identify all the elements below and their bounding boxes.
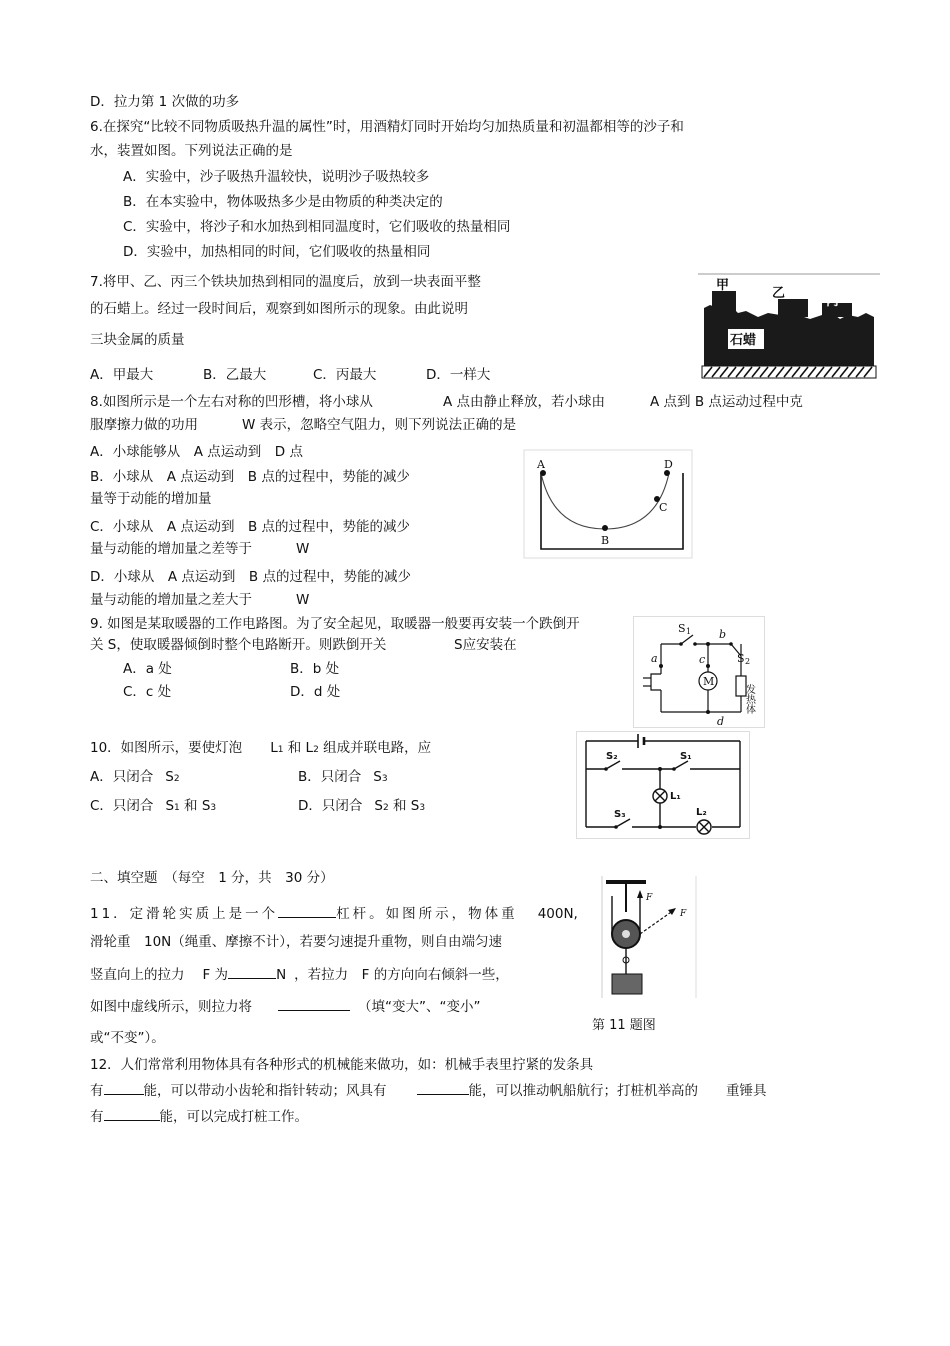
- q9-option-a: A．a 处: [123, 661, 172, 677]
- q9-label-d: d: [717, 715, 725, 728]
- q6-option-d: D．实验中，加热相同的时间，它们吸收的热量相同: [123, 244, 431, 260]
- q11-line1b: 杠杆。如图所示，物体重: [336, 906, 518, 922]
- q11-label-f2: F: [680, 909, 687, 919]
- q10-option-b-s: S: [373, 769, 382, 785]
- q10-option-c-s: S: [165, 798, 175, 814]
- q10-stem-l: L: [270, 740, 278, 756]
- q10-option-c-text: C．只闭合: [90, 798, 154, 814]
- q11-blank-2[interactable]: [228, 964, 276, 979]
- q10-option-a-text: A．只闭合: [90, 769, 154, 785]
- q12-line1: 12．人们常常利用物体具有各种形式的机械能来做功，如：机械手表里拧紧的发条具: [90, 1057, 594, 1073]
- q10-label-l2: L₂: [696, 807, 707, 818]
- q9-label-s2: S: [737, 652, 745, 665]
- q12-line2c: 能，可以推动帆船航行；打桩机举高的: [468, 1083, 698, 1099]
- q12-line2b: 能，可以带动小齿轮和指针转动；风具有: [143, 1083, 387, 1099]
- q12-line3b: 能，可以完成打桩工作。: [159, 1109, 308, 1125]
- q8-groove-figure: [523, 449, 693, 559]
- q10-option-d: [298, 797, 425, 817]
- q9-circuit-figure: [633, 616, 765, 728]
- q8-stem-line2b: W 表示，忽略空气阻力，则下列说法正确的是: [242, 417, 517, 433]
- q11-line3d: ，若拉力 F 的方向向右倾斜一些，: [294, 967, 509, 983]
- q10-stem-l-sub1: 1: [277, 745, 284, 755]
- q8-option-d-line2: 量与动能的增加量之差大于: [90, 592, 252, 608]
- q7-label-jia: 甲: [716, 278, 730, 293]
- q6-stem-line2: 水，装置如图。下列说法正确的是: [90, 143, 293, 159]
- q8-stem-line1c: A 点到 B 点运动过程中克: [650, 394, 803, 410]
- q10-option-d-s: S: [374, 798, 383, 814]
- q10-option-b-sub: 3: [381, 774, 388, 784]
- q10-option-a-sub: 2: [173, 774, 180, 784]
- q10-option-c-sub1: 1: [174, 803, 180, 813]
- q8-stem-line2a: 服摩擦力做的功用: [90, 417, 198, 433]
- q9-label-b: b: [719, 628, 727, 641]
- q9-option-d: D．d 处: [290, 684, 341, 700]
- q11-line1a: 11．定滑轮实质上是一个: [90, 906, 279, 922]
- q12-line2d: 重锤具: [726, 1083, 767, 1099]
- q11-line3c: N: [276, 967, 287, 983]
- q8-stem-line1a: 8.如图所示是一个左右对称的凹形槽，将小球从: [90, 394, 373, 410]
- q9-label-s1-sub: 1: [686, 627, 692, 636]
- q11-pulley-figure: [600, 876, 698, 998]
- q6-option-b: B．在本实验中，物体吸热多少是由物质的种类决定的: [123, 194, 443, 210]
- q10-option-b-text: B．只闭合: [298, 769, 362, 785]
- q8-option-c-line2: 量与动能的增加量之差等于: [90, 541, 252, 557]
- q7-option-d: D．一样大: [426, 367, 491, 383]
- q6-option-a: A．实验中，沙子吸热升温较快，说明沙子吸热较多: [123, 169, 430, 185]
- q7-stem-line2: 的石蜡上。经过一段时间后，观察到如图所示的现象。由此说明: [90, 301, 468, 317]
- q11-line2: 滑轮重 10N（绳重、摩擦不计），若要匀速提升重物，则自由端匀速: [90, 934, 503, 950]
- q10-option-a: [90, 768, 180, 788]
- q10-stem-l-sub2: 2: [313, 745, 319, 755]
- q7-stem-line3: 三块金属的质量: [90, 332, 185, 348]
- q11-blank-3[interactable]: [278, 996, 350, 1011]
- q9-stem-line1: 9. 如图是某取暖器的工作电路图。为了安全起见，取暖器一般要再安装一个跌倒开: [90, 616, 580, 632]
- q9-motor-icon: M: [703, 675, 715, 688]
- q9-stem-line2a: 关 S，使取暖器倾倒时整个电路断开。则跌倒开关: [90, 637, 387, 653]
- q11-line5: 或“不变”）。: [90, 1030, 165, 1046]
- q12-line3a: 有: [90, 1109, 104, 1125]
- q11-figure-caption: 第 11 题图: [592, 1018, 656, 1033]
- q9-label-heater: 发热体: [743, 684, 755, 714]
- q7-label-wax: 石蜡: [730, 333, 757, 348]
- q10-label-s1: S₁: [680, 751, 692, 762]
- q12-blank-4[interactable]: [104, 1106, 160, 1121]
- q8-label-b: B: [601, 534, 610, 547]
- q10-stem: [90, 739, 431, 759]
- q8-option-b-line1: B．小球从 A 点运动到 B 点的过程中，势能的减少: [90, 469, 410, 485]
- q12-line3: [90, 1106, 308, 1126]
- q8-label-d: D: [664, 458, 673, 471]
- q10-option-d-and: 和 S: [388, 798, 420, 814]
- q11-line4: [90, 996, 480, 1016]
- q7-option-c: C．丙最大: [313, 367, 377, 383]
- q11-line1c: 400N,: [537, 906, 578, 922]
- q7-wax-figure: [698, 273, 880, 383]
- q8-option-d-w: W: [296, 592, 310, 608]
- q9-label-s1: S: [678, 622, 686, 635]
- q10-label-s2: S₂: [606, 751, 618, 762]
- q12-line2a: 有: [90, 1083, 104, 1099]
- q8-ball-b: [602, 525, 608, 531]
- q10-option-d-text: D．只闭合: [298, 798, 363, 814]
- q12-blank-3[interactable]: [698, 1081, 726, 1095]
- q11-line3b: F 为: [202, 967, 229, 983]
- q7-stem-line1: 7.将甲、乙、丙三个铁块加热到相同的温度后，放到一块表面平整: [90, 274, 481, 290]
- q11-line4a: 如图中虚线所示，则拉力将: [90, 999, 252, 1015]
- q9-stem-line2b: S应安装在: [454, 637, 517, 653]
- q6-option-c: C．实验中，将沙子和水加热到相同温度时，它们吸收的热量相同: [123, 219, 511, 235]
- q10-label-s3: S₃: [614, 809, 626, 820]
- q10-option-c-and: 和 S: [179, 798, 211, 814]
- q10-option-d-sub2: 3: [419, 803, 426, 813]
- q12-blank-1[interactable]: [104, 1080, 144, 1095]
- q10-option-c: [90, 797, 216, 817]
- q7-label-bing: 丙: [826, 294, 840, 309]
- q11-line3a: 竖直向上的拉力: [90, 967, 185, 983]
- q9-label-s2-sub: 2: [745, 657, 751, 666]
- q5-option-d: D．拉力第 1 次做的功多: [90, 94, 240, 110]
- q9-option-c: C．c 处: [123, 684, 172, 700]
- q8-option-c-line1: C．小球从 A 点运动到 B 点的过程中，势能的减少: [90, 519, 411, 535]
- q8-label-c: C: [659, 501, 668, 514]
- q8-label-a: A: [537, 458, 545, 471]
- q9-label-c: c: [699, 653, 706, 666]
- q8-stem-line1b: A 点由静止释放，若小球由: [443, 394, 606, 410]
- q10-option-d-sub1: 2: [382, 803, 389, 813]
- q12-line2: [90, 1080, 767, 1100]
- q8-option-c-w: W: [296, 541, 310, 557]
- q10-option-b: [298, 768, 388, 788]
- section-2-title: 二、填空题 （每空 1 分，共 30 分）: [90, 870, 334, 886]
- q10-stem-and: 和 L: [283, 740, 314, 756]
- q11-line3: [90, 964, 509, 984]
- q10-option-a-s: S: [165, 769, 174, 785]
- q6-stem-line1: 6.在探究“比较不同物质吸热升温的属性”时，用酒精灯同时开始均匀加热质量和初温都相等的沙子和: [90, 119, 684, 135]
- q7-option-a: A．甲最大: [90, 367, 154, 383]
- q10-stem-rest: 组成并联电路，应: [318, 740, 432, 756]
- q9-option-b: B．b 处: [290, 661, 340, 677]
- q9-label-a: a: [651, 652, 658, 665]
- q10-label-l1: L₁: [670, 791, 681, 802]
- q7-label-yi: 乙: [772, 286, 786, 301]
- q11-label-f1: F: [646, 893, 653, 903]
- q12-blank-2[interactable]: [417, 1080, 469, 1095]
- q11-line1: [90, 903, 578, 923]
- q8-option-a: A．小球能够从 A 点运动到 D 点: [90, 444, 303, 460]
- q11-line4b: （填“变大”、“变小”: [358, 999, 481, 1015]
- q10-stem-a: 10．如图所示，要使灯泡: [90, 740, 243, 756]
- q11-blank-1[interactable]: [278, 903, 336, 918]
- q7-option-b: B．乙最大: [203, 367, 267, 383]
- q8-option-b-line2: 量等于动能的增加量: [90, 491, 212, 507]
- q10-circuit-figure: [576, 731, 750, 839]
- q10-option-c-sub2: 3: [210, 803, 217, 813]
- q8-option-d-line1: D．小球从 A 点运动到 B 点的过程中，势能的减少: [90, 569, 411, 585]
